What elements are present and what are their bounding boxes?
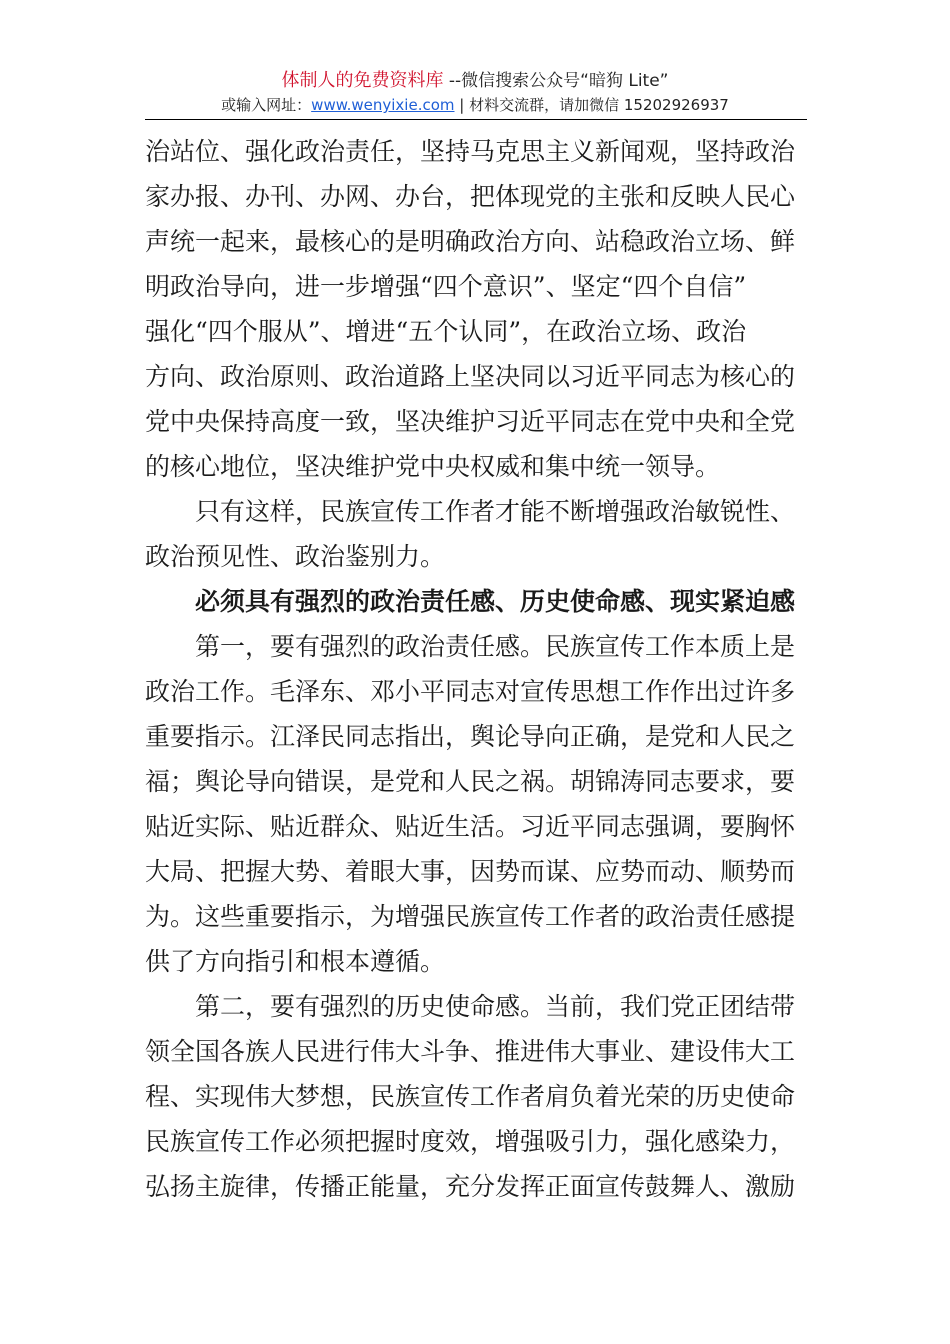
text-line: 第一，要有强烈的政治责任感。民族宣传工作本质上是: [195, 632, 796, 661]
text-line: 供了方向指引和根本遵循。: [145, 947, 446, 976]
header-divider: [145, 119, 807, 120]
text-line: 弘扬主旋律，传播正能量，充分发挥正面宣传鼓舞人、激励: [145, 1172, 796, 1201]
text-line: 重要指示。江泽民同志指出，舆论导向正确，是党和人民之: [145, 722, 796, 751]
text-line: 领全国各族人民进行伟大斗争、推进伟大事业、建设伟大工: [145, 1037, 796, 1066]
text-line: 大局、把握大势、着眼大事，因势而谋、应势而动、顺势而: [145, 857, 796, 886]
section-heading: 必须具有强烈的政治责任感、历史使命感、现实紧迫感: [195, 587, 796, 616]
text-line: 明政治导向，进一步增强“四个意识”、坚定“四个自信”: [145, 272, 747, 301]
header-contact-line: [0, 95, 950, 115]
page-header: [0, 0, 950, 120]
text-line: 第二，要有强烈的历史使命感。当前，我们党正团结带: [195, 992, 796, 1021]
header-separator: |: [454, 96, 470, 114]
text-line: 治站位、强化政治责任，坚持马克思主义新闻观，坚持政治: [145, 137, 796, 166]
header-tagline: --微信搜索公众号“暗狗 Lite”: [443, 71, 669, 91]
contact-info: 材料交流群，请加微信 15202926937: [469, 96, 729, 114]
text-line: 只有这样，民族宣传工作者才能不断增强政治敏锐性、: [195, 497, 796, 526]
text-line: 声统一起来，最核心的是明确政治方向、站稳政治立场、鲜: [145, 227, 796, 256]
text-line: 政治预见性、政治鉴别力。: [145, 542, 446, 571]
text-line: 贴近实际、贴近群众、贴近生活。习近平同志强调，要胸怀: [145, 812, 796, 841]
website-link[interactable]: www.wenyixie.com: [311, 96, 455, 114]
text-line: 为。这些重要指示，为增强民族宣传工作者的政治责任感提: [145, 902, 796, 931]
document-body: [145, 129, 809, 1209]
text-line: 程、实现伟大梦想，民族宣传工作者肩负着光荣的历史使命: [145, 1082, 796, 1111]
text-line: 的核心地位，坚决维护党中央权威和集中统一领导。: [145, 452, 721, 481]
header-title-line: [0, 70, 950, 92]
brand-name: 体制人的免费资料库: [281, 70, 444, 91]
text-line: 方向、政治原则、政治道路上坚决同以习近平同志为核心的: [145, 362, 796, 391]
url-prefix: 或输入网址：: [221, 96, 312, 114]
text-line: 政治工作。毛泽东、邓小平同志对宣传思想工作作出过许多: [145, 677, 796, 706]
text-line: 福；舆论导向错误，是党和人民之祸。胡锦涛同志要求，要: [145, 767, 796, 796]
text-line: 党中央保持高度一致，坚决维护习近平同志在党中央和全党: [145, 407, 796, 436]
text-line: 家办报、办刊、办网、办台，把体现党的主张和反映人民心: [145, 182, 796, 211]
text-line: 民族宣传工作必须把握时度效，增强吸引力，强化感染力，: [145, 1127, 796, 1156]
text-line: 强化“四个服从”、增进“五个认同”，在政治立场、政治: [145, 317, 747, 346]
